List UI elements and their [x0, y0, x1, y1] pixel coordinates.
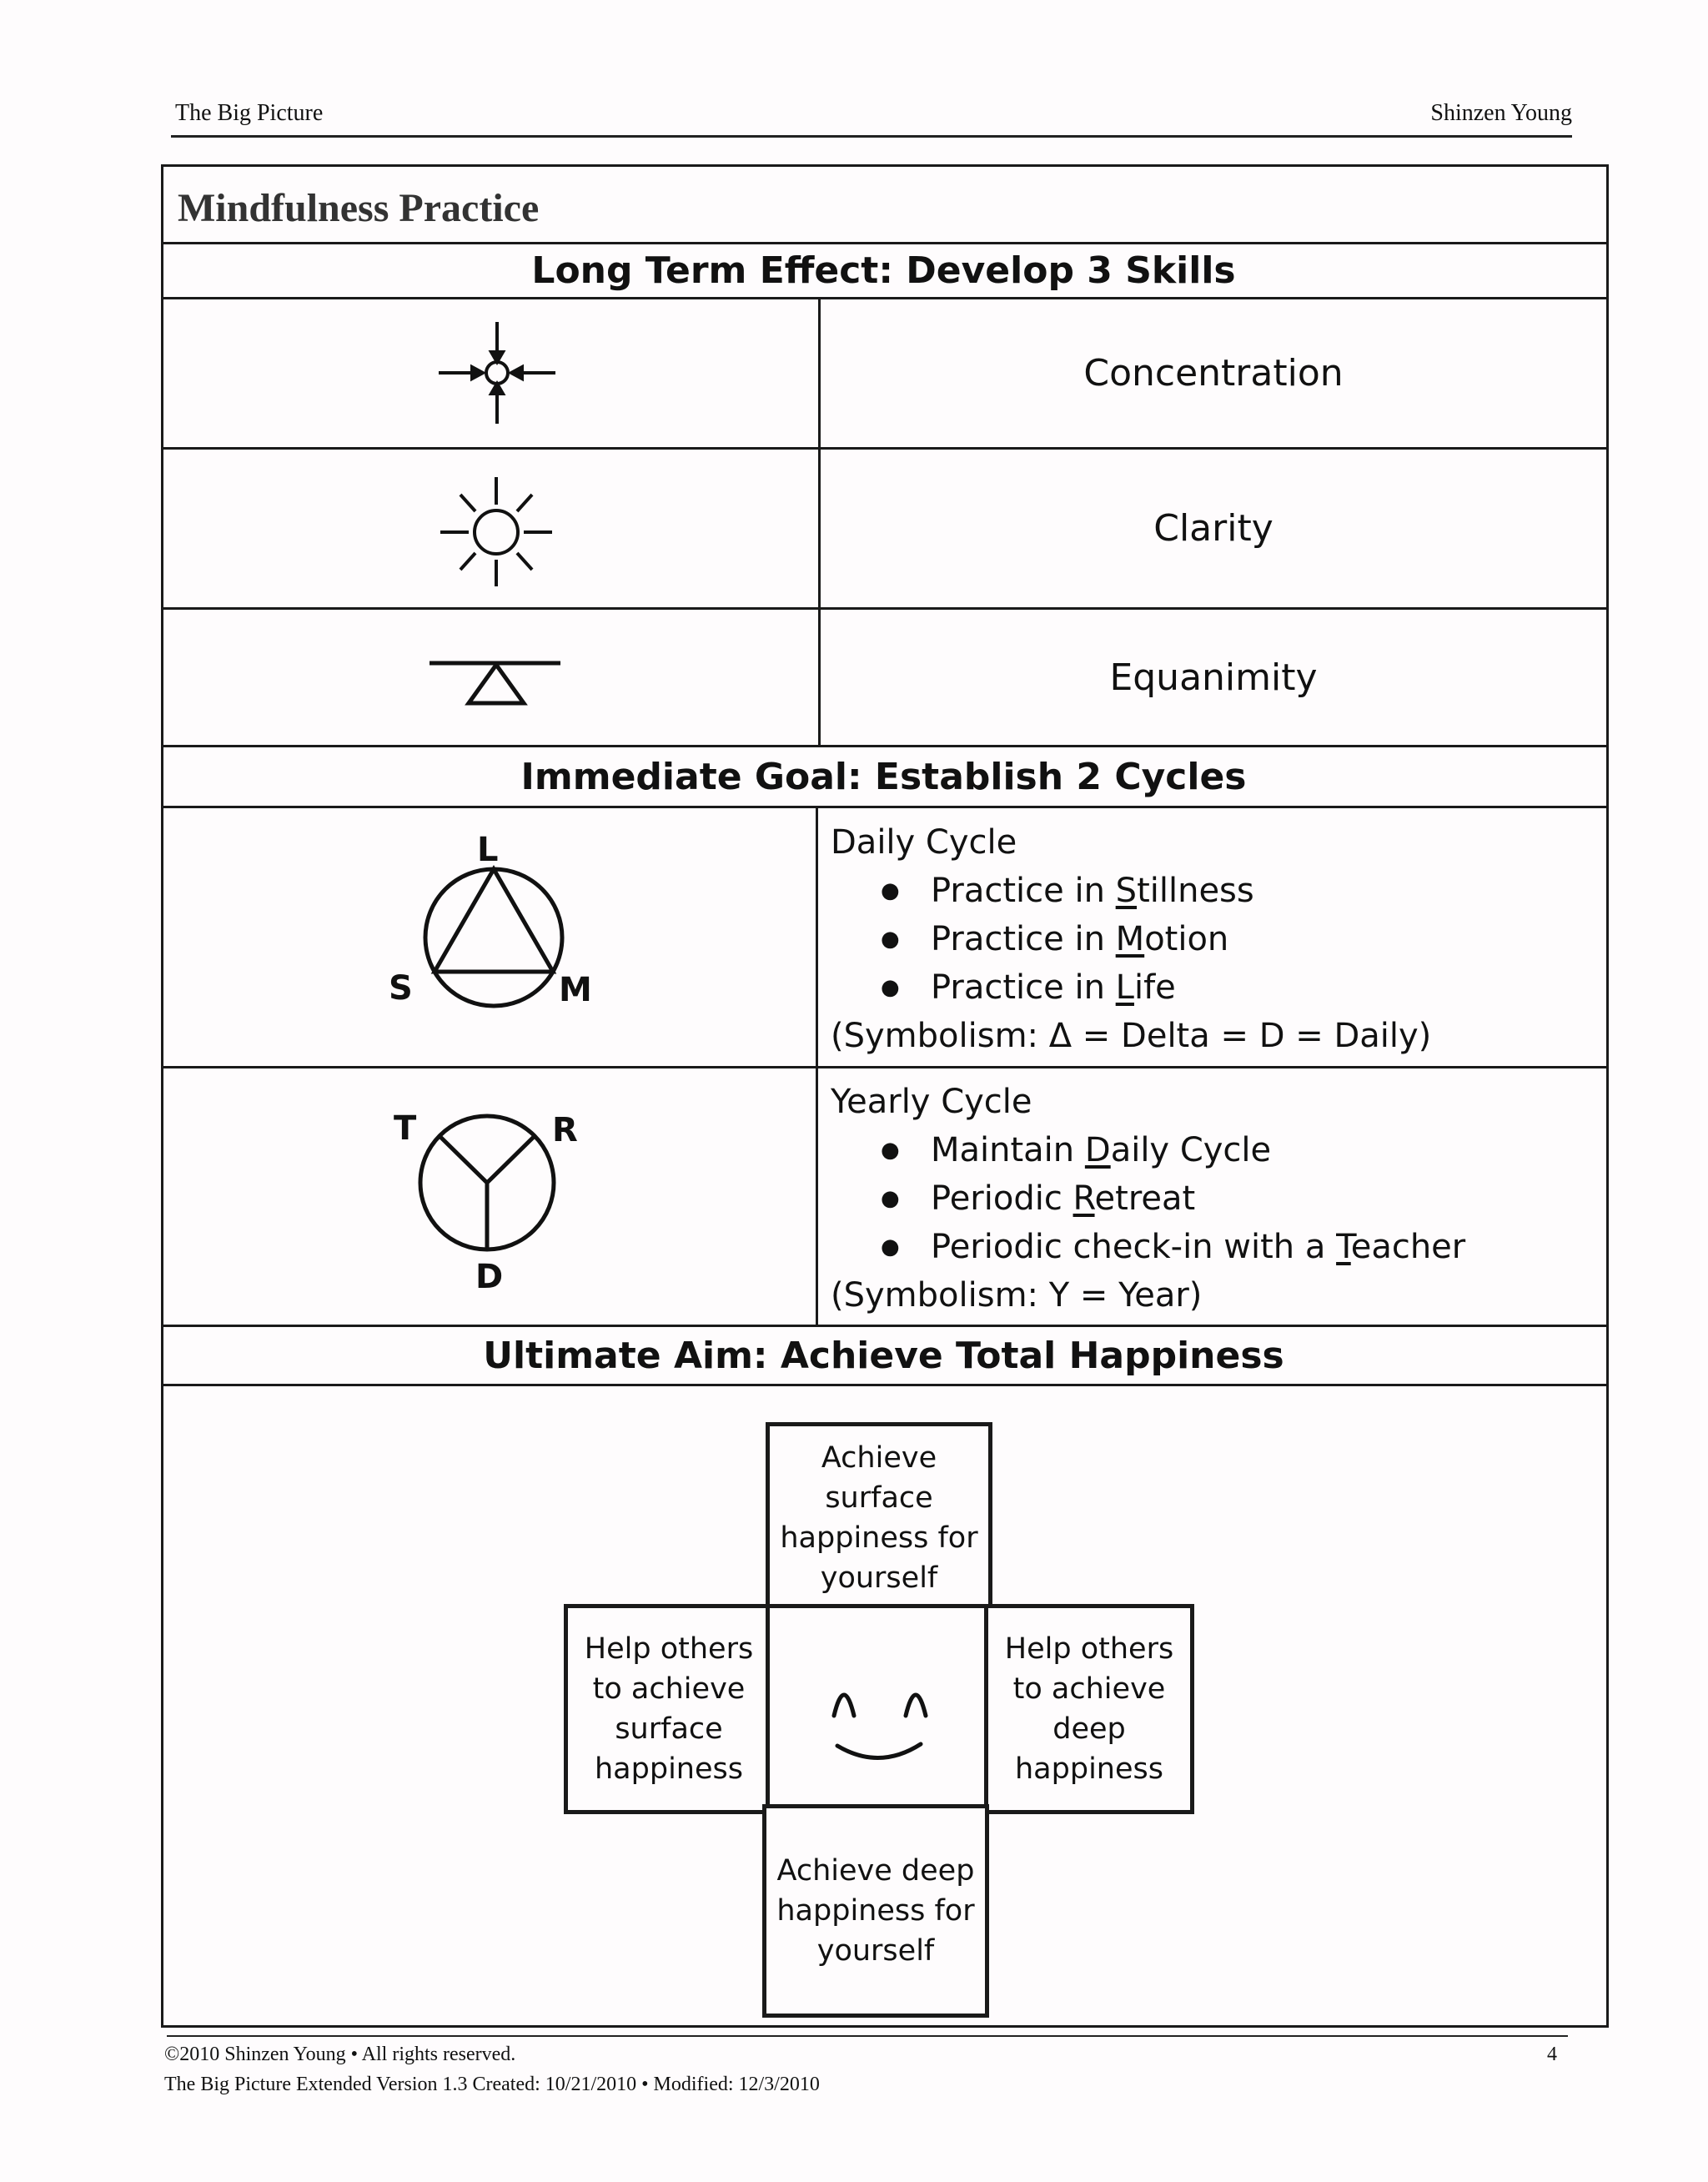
cell-center-smiley	[766, 1604, 992, 1814]
daily-label-s: S	[389, 969, 413, 1008]
divider	[161, 1384, 1606, 1386]
cell-text: Help others to achieve deep happiness	[1004, 1632, 1174, 1786]
cell-deep-self	[762, 1804, 989, 2018]
concentration-arrows-icon	[417, 315, 584, 440]
list-item	[831, 1174, 1598, 1223]
footer-version: The Big Picture Extended Version 1.3 Created: 10/21/2010 • Modified: 12/3/2010	[164, 2074, 820, 2095]
item-text: Practice in	[931, 968, 1116, 1007]
daily-cycle-list	[831, 867, 1598, 1012]
item-text: tillness	[1137, 872, 1254, 910]
yearly-symbolism: (Symbolism: Y = Year)	[831, 1276, 1203, 1315]
divider	[161, 1066, 1606, 1068]
item-initial: M	[1115, 920, 1145, 958]
item-text: Maintain	[931, 1131, 1085, 1169]
daily-label-l: L	[477, 831, 499, 869]
daily-cycle-title: Daily Cycle	[831, 823, 1017, 862]
table-title: Mindfulness Practice	[178, 186, 540, 230]
item-text: etreat	[1094, 1179, 1196, 1218]
equanimity-balance-icon	[417, 646, 584, 713]
cell-text: Help others to achieve surface happiness	[584, 1632, 754, 1786]
cell-help-deep	[984, 1604, 1194, 1814]
header-right: Shinzen Young	[1430, 100, 1572, 126]
item-initial: L	[1115, 968, 1134, 1007]
list-item	[831, 867, 1598, 915]
list-item	[831, 1223, 1598, 1271]
item-text: Periodic check-in with a	[931, 1228, 1337, 1266]
yearly-cycle-symbol	[384, 1101, 617, 1310]
page-number: 4	[1547, 2044, 1557, 2065]
list-item	[831, 915, 1598, 963]
yearly-label-r: R	[552, 1111, 578, 1149]
header-rule	[171, 135, 1572, 138]
daily-cycle-symbol	[384, 831, 617, 1034]
yearly-label-t: T	[394, 1109, 417, 1148]
skill-concentration: Concentration	[1083, 352, 1344, 395]
header-left: The Big Picture	[175, 100, 324, 126]
yearly-cycle-text	[831, 1078, 1598, 1320]
smiley-face-icon	[796, 1651, 962, 1767]
cell-help-surface	[564, 1604, 774, 1814]
divider	[816, 806, 818, 1325]
divider	[161, 806, 1606, 808]
item-initial: T	[1336, 1228, 1351, 1266]
cell-surface-self	[766, 1422, 992, 1614]
item-initial: R	[1073, 1179, 1095, 1218]
clarity-sun-icon	[417, 467, 584, 592]
daily-label-m: M	[559, 971, 592, 1009]
item-text: ife	[1133, 968, 1176, 1007]
item-text: eacher	[1350, 1228, 1466, 1266]
footer-copyright: ©2010 Shinzen Young • All rights reserved.	[164, 2044, 516, 2065]
skill-clarity: Clarity	[1153, 507, 1273, 550]
immediate-heading: Immediate Goal: Establish 2 Cycles	[520, 755, 1247, 798]
yearly-cycle-list	[831, 1126, 1598, 1271]
item-text: Practice in	[931, 872, 1116, 910]
long-term-heading: Long Term Effect: Develop 3 Skills	[531, 249, 1236, 292]
item-text: otion	[1144, 920, 1229, 958]
item-text: Periodic	[931, 1179, 1073, 1218]
cell-text: Achieve deep happiness for yourself	[776, 1854, 975, 1968]
item-text: Practice in	[931, 920, 1116, 958]
yearly-label-d: D	[475, 1258, 504, 1296]
list-item	[831, 963, 1598, 1012]
list-item	[831, 1126, 1598, 1174]
item-initial: S	[1115, 872, 1138, 910]
footer-rule	[167, 2035, 1568, 2037]
cell-text: Achieve surface happiness for yourself	[780, 1441, 978, 1595]
ultimate-heading: Ultimate Aim: Achieve Total Happiness	[483, 1334, 1284, 1377]
daily-cycle-text	[831, 818, 1598, 1060]
item-text: aily Cycle	[1110, 1131, 1272, 1169]
yearly-cycle-title: Yearly Cycle	[831, 1083, 1032, 1121]
skill-equanimity: Equanimity	[1109, 656, 1318, 699]
item-initial: D	[1084, 1131, 1111, 1169]
daily-symbolism: (Symbolism: Δ = Delta = D = Daily)	[831, 1017, 1432, 1055]
